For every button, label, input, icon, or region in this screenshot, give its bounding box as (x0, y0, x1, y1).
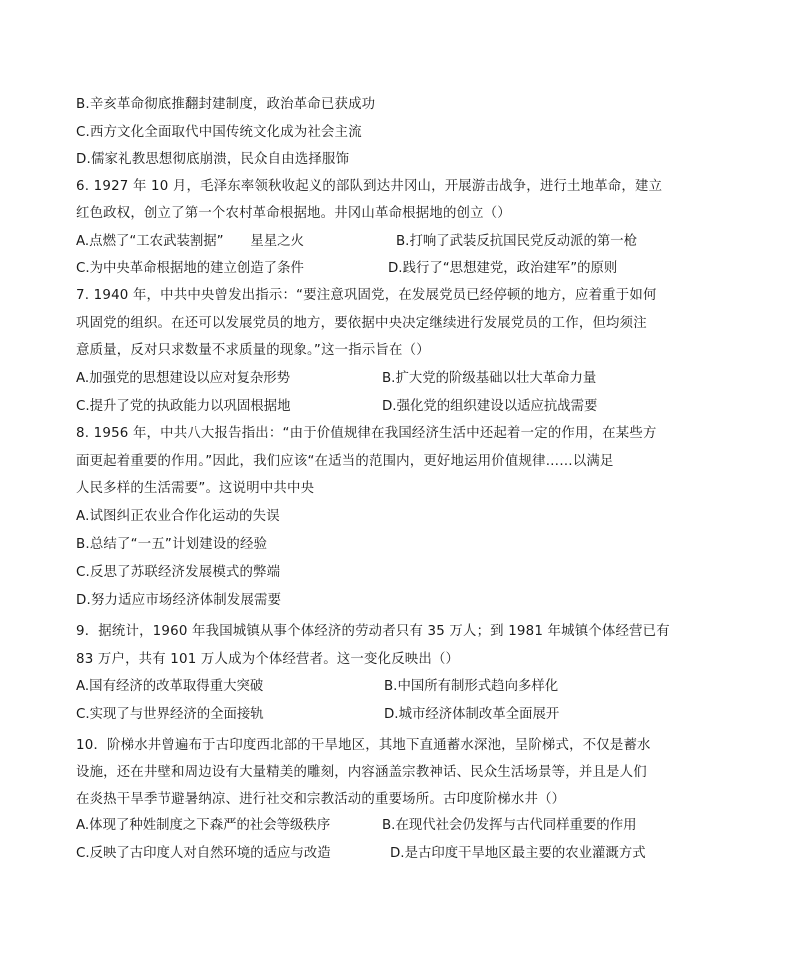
question-text: 9．据统计，1960 年我国城镇从事个体经济的劳动者只有 35 万人；到 1981 年城镇个体经营已有 (76, 624, 670, 639)
option-text: A.试图纠正农业合作化运动的失误 (76, 509, 280, 524)
option-text: A.国有经济的改革取得重大突破 (76, 679, 264, 694)
option-text: D.是古印度干旱地区最主要的农业灌溉方式 (390, 846, 646, 861)
option-text: D.儒家礼教思想彻底崩溃，民众自由选择服饰 (76, 152, 350, 167)
question-text: 8. 1956 年，中共八大报告指出：“由于价值规律在我国经济生活中还起着一定的作用，在某些方 (76, 426, 657, 441)
option-text: B.总结了“一五”计划建设的经验 (76, 537, 268, 552)
option-text: A.点燃了“工农武装割据” 星星之火 (76, 234, 304, 249)
question-text: 10．阶梯水井曾遍布于古印度西北部的干旱地区，其地下直通蓄水深池，呈阶梯式，不仅是蓄水 (76, 738, 651, 753)
option-text: C.实现了与世界经济的全面接轨 (76, 707, 264, 722)
option-text: B.在现代社会仍发挥与古代同样重要的作用 (382, 818, 637, 833)
option-text: D.努力适应市场经济体制发展需要 (76, 593, 282, 608)
question-text: 巩固党的组织。在还可以发展党员的地方，要依据中央决定继续进行发展党员的工作，但均须注 (76, 316, 647, 331)
option-text: C.提升了党的执政能力以巩固根据地 (76, 399, 291, 414)
option-text: C.反映了古印度人对自然环境的适应与改造 (76, 846, 331, 861)
question-text: 83 万户，共有 101 万人成为个体经营者。这一变化反映出（） (76, 652, 460, 667)
question-text: 7. 1940 年，中共中央曾发出指示：“要注意巩固党，在发展党员已经停顿的地方，应着重于如何 (76, 288, 657, 303)
option-text: B.扩大党的阶级基础以壮大革命力量 (382, 371, 597, 386)
option-text: B.辛亥革命彻底推翻封建制度，政治革命已获成功 (76, 97, 376, 112)
option-text: B.打响了武装反抗国民党反动派的第一枪 (396, 234, 638, 249)
question-text: 人民多样的生活需要”。这说明中共中央 (76, 481, 315, 496)
option-text: A.加强党的思想建设以应对复杂形势 (76, 371, 291, 386)
question-text: 在炎热干旱季节避暑纳凉、进行社交和宗教活动的重要场所。古印度阶梯水井（） (76, 792, 566, 807)
option-text: B.中国所有制形式趋向多样化 (384, 679, 559, 694)
option-text: A.体现了种姓制度之下森严的社会等级秩序 (76, 818, 331, 833)
option-text: D.践行了“思想建党，政治建军”的原则 (388, 261, 618, 276)
option-text: C.反思了苏联经济发展模式的弊端 (76, 565, 281, 580)
question-text: 红色政权，创立了第一个农村革命根据地。井冈山革命根据地的创立（） (76, 206, 511, 221)
question-text: 设施，还在井壁和周边设有大量精美的雕刻，内容涵盖宗教神话、民众生活场景等，并且是人们 (76, 765, 647, 780)
question-text: 面更起着重要的作用。”因此，我们应该“在适当的范围内，更好地运用价值规律……以满足 (76, 454, 614, 469)
question-text: 6. 1927 年 10 月，毛泽东率领秋收起义的部队到达井冈山，开展游击战争，进行土地革命，建立 (76, 179, 663, 194)
question-text: 意质量，反对只求数量不求质量的现象。”这一指示旨在（） (76, 343, 430, 358)
option-text: C.为中央革命根据地的建立创造了条件 (76, 261, 304, 276)
option-text: D.城市经济体制改革全面展开 (384, 707, 560, 722)
option-text: D.强化党的组织建设以适应抗战需要 (382, 399, 598, 414)
option-text: C.西方文化全面取代中国传统文化成为社会主流 (76, 125, 362, 140)
